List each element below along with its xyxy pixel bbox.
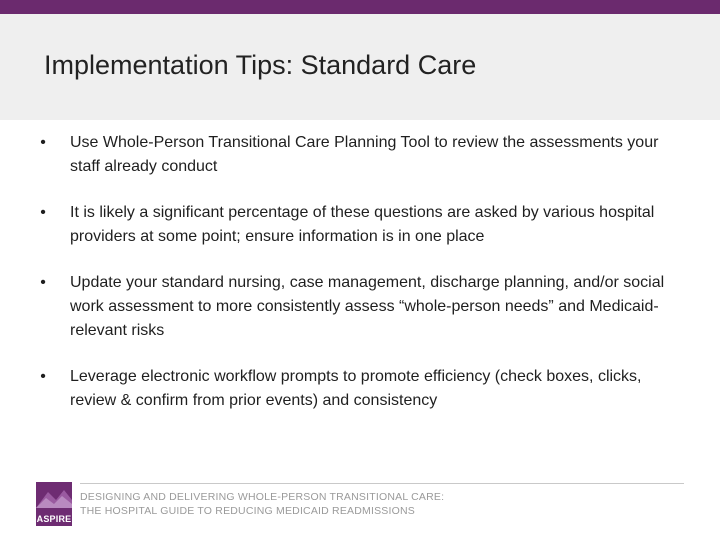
aspire-logo [36, 482, 72, 526]
bullet-marker: • [40, 274, 46, 291]
bullet-text: Use Whole-Person Transitional Care Planning Tool to review the assessments your staff already conduct [70, 134, 659, 175]
footer-divider [80, 483, 684, 484]
bullet-item [36, 271, 686, 343]
logo-text: ASPIRE [36, 514, 72, 524]
bullet-item [36, 201, 686, 249]
footer [36, 482, 684, 526]
footer-title-line2: THE HOSPITAL GUIDE TO REDUCING MEDICAID READMISSIONS [80, 505, 415, 517]
footer-title-line1: DESIGNING AND DELIVERING WHOLE-PERSON TRANSITIONAL CARE: [80, 491, 445, 503]
bullet-item [36, 131, 686, 179]
logo-mark-icon [36, 486, 72, 508]
bullet-text: Update your standard nursing, case management, discharge planning, and/or social work assessment to more consistently assess “whole-person needs” and Medicaid-relevant risks [70, 274, 665, 339]
bullet-text: It is likely a significant percentage of these questions are asked by various hospital providers at some point; ensure information is in one place [70, 204, 655, 245]
bullet-item [36, 365, 686, 413]
slide-title: Implementation Tips: Standard Care [44, 50, 477, 80]
bullet-list [36, 131, 686, 435]
bullet-text: Leverage electronic workflow prompts to promote efficiency (check boxes, clicks, review & confirm from prior events) and consistency [70, 368, 642, 409]
bullet-marker: • [40, 368, 46, 385]
bullet-marker: • [40, 134, 46, 151]
top-accent-bar [0, 0, 720, 14]
bullet-marker: • [40, 204, 46, 221]
